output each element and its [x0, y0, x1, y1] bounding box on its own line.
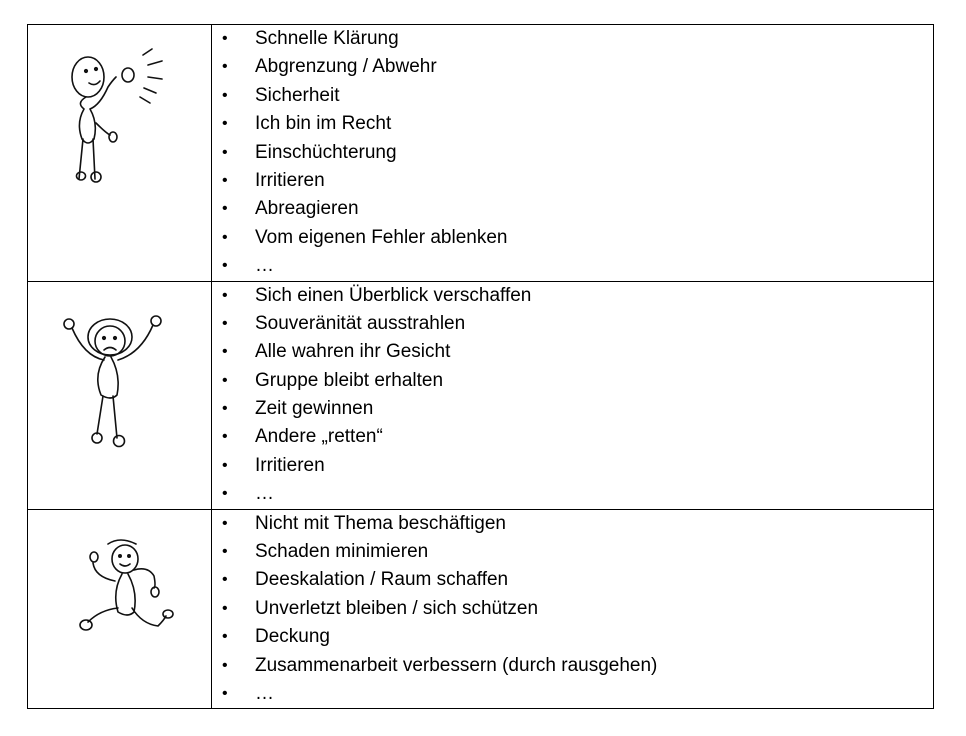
item-text: Zeit gewinnen	[255, 398, 374, 420]
list-item	[212, 423, 933, 451]
list-item	[212, 82, 933, 110]
goal-list	[212, 282, 933, 509]
goal-list	[212, 510, 933, 709]
item-text: Zusammenarbeit verbessern (durch rausgehen)	[255, 654, 658, 676]
bullet-icon: •	[222, 115, 228, 133]
bullet-icon: •	[222, 343, 228, 361]
figure-cell	[28, 281, 212, 509]
item-text: Schnelle Klärung	[255, 28, 399, 49]
item-text: Einschüchterung	[255, 141, 397, 163]
list-item	[212, 652, 933, 680]
list-item	[212, 110, 933, 138]
list-item	[212, 167, 933, 195]
list-item	[212, 623, 933, 651]
bullet-icon: •	[222, 571, 228, 589]
bullet-icon: •	[222, 314, 228, 332]
list-item	[212, 566, 933, 594]
list-item	[212, 139, 933, 167]
list-item	[212, 25, 933, 53]
item-text: Gruppe bleibt erhalten	[255, 369, 444, 391]
item-text: Unverletzt bleiben / sich schützen	[255, 597, 539, 619]
bullet-icon: •	[222, 371, 228, 389]
table-row	[28, 281, 934, 509]
figure-cell	[28, 25, 212, 282]
bullet-icon: •	[222, 456, 228, 474]
item-text: Alle wahren ihr Gesicht	[255, 341, 451, 363]
list-item	[212, 538, 933, 566]
item-text: Souveränität ausstrahlen	[255, 312, 466, 334]
bullet-icon: •	[222, 599, 228, 617]
list-item	[212, 680, 933, 708]
item-text: …	[255, 255, 274, 277]
list-item	[212, 282, 933, 310]
bullet-icon: •	[222, 543, 228, 561]
bullet-icon: •	[222, 428, 228, 446]
item-text: Sicherheit	[255, 84, 340, 106]
bullet-icon: •	[222, 257, 228, 275]
list-item	[212, 452, 933, 480]
item-text: Abgrenzung / Abwehr	[255, 56, 437, 78]
item-text: Ich bin im Recht	[255, 113, 392, 135]
goal-list	[212, 25, 933, 281]
goals-list-cell	[212, 25, 934, 282]
bullet-icon: •	[222, 200, 228, 218]
bullet-icon: •	[222, 684, 228, 702]
list-item	[212, 367, 933, 395]
strategy-table	[27, 24, 934, 709]
list-item	[212, 595, 933, 623]
bullet-icon: •	[222, 143, 228, 161]
figure-cell	[28, 509, 212, 709]
table-row	[28, 509, 934, 709]
bullet-icon: •	[222, 656, 228, 674]
list-item	[212, 395, 933, 423]
bullet-icon: •	[222, 171, 228, 189]
bullet-icon: •	[222, 514, 228, 532]
bullet-icon: •	[222, 400, 228, 418]
item-text: Deckung	[255, 626, 330, 648]
item-text: …	[255, 682, 274, 704]
bullet-icon: •	[222, 628, 228, 646]
bullet-icon: •	[222, 228, 228, 246]
bullet-icon: •	[222, 58, 228, 76]
item-text: Andere „retten“	[255, 426, 383, 448]
item-text: Irritieren	[255, 169, 325, 191]
item-text: Nicht mit Thema beschäftigen	[255, 512, 506, 534]
list-item	[212, 338, 933, 366]
list-item	[212, 224, 933, 252]
item-text: Sich einen Überblick verschaffen	[255, 284, 532, 306]
shouting-stick-figure-icon	[48, 43, 198, 193]
bullet-icon: •	[222, 286, 228, 304]
goals-list-cell	[212, 281, 934, 509]
item-text: …	[255, 483, 274, 505]
goals-list-cell	[212, 509, 934, 709]
list-item	[212, 53, 933, 81]
list-item	[212, 195, 933, 223]
list-item	[212, 510, 933, 538]
item-text: Vom eigenen Fehler ablenken	[255, 226, 508, 248]
item-text: Deeskalation / Raum schaffen	[255, 569, 509, 591]
item-text: Abreagieren	[255, 198, 359, 220]
bullet-icon: •	[222, 30, 228, 47]
list-item	[212, 310, 933, 338]
running-stick-figure-icon	[48, 532, 198, 652]
list-item	[212, 480, 933, 508]
arms-raised-stick-figure-icon	[48, 310, 198, 455]
item-text: Irritieren	[255, 454, 325, 476]
item-text: Schaden minimieren	[255, 541, 429, 563]
list-item	[212, 252, 933, 280]
table-row	[28, 25, 934, 282]
bullet-icon: •	[222, 86, 228, 104]
bullet-icon: •	[222, 485, 228, 503]
